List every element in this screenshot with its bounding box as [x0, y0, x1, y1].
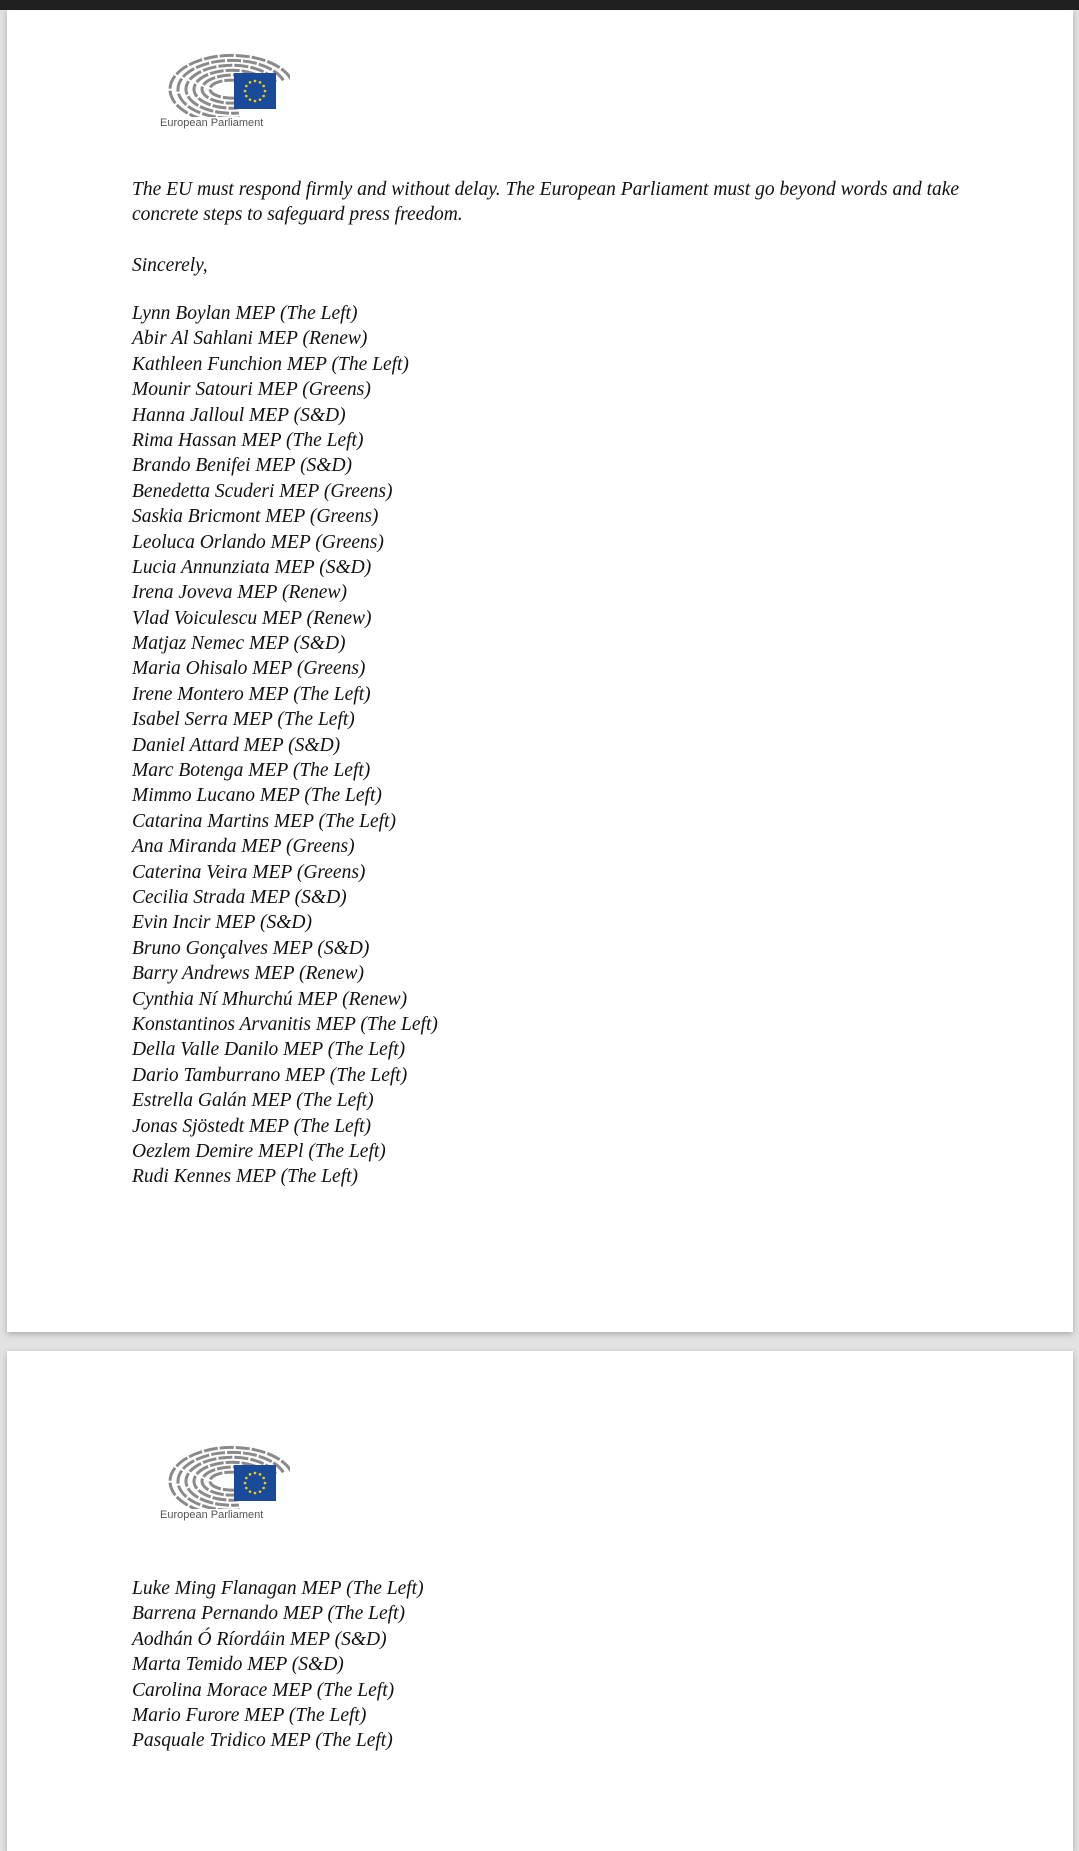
eu-flag [234, 73, 276, 109]
signatory: Matjaz Nemec MEP (S&D) [132, 633, 346, 655]
signatory: Lynn Boylan MEP (The Left) [132, 303, 358, 324]
signatory: Hanna Jalloul MEP (S&D) [132, 404, 346, 426]
signatory: Abir Al Sahlani MEP (Renew) [132, 328, 368, 350]
signatory: Bruno Gonçalves MEP (S&D) [132, 937, 370, 959]
eu-star [259, 1473, 262, 1476]
signatory: Brando Benifei MEP (S&D) [132, 455, 353, 477]
eu-star [254, 80, 257, 83]
eu-star [254, 100, 257, 103]
signatory: Benedetta Scuderi MEP (Greens) [132, 480, 393, 502]
signatory: Leoluca Orlando MEP (Greens) [132, 531, 384, 553]
eu-star [264, 1482, 267, 1485]
signatory: Rima Hassan MEP (The Left) [132, 429, 364, 451]
eu-star [259, 1490, 262, 1493]
signatory: Estrella Galán MEP (The Left) [132, 1090, 374, 1112]
logo-text: European Parliament [160, 1509, 264, 1521]
signatory: Irene Montero MEP (The Left) [132, 683, 371, 705]
signatory: Dario Tamburrano MEP (The Left) [132, 1064, 408, 1086]
signatory: Della Valle Danilo MEP (The Left) [132, 1039, 406, 1061]
document-page-2 [7, 1351, 1073, 1851]
eu-star [262, 1477, 265, 1480]
closing: Sincerely, [132, 255, 208, 276]
top-bar [0, 0, 1079, 10]
signatory-list [132, 301, 438, 1190]
eu-star [254, 1492, 257, 1495]
signatory: Marta Temido MEP (S&D) [132, 1654, 344, 1676]
signatory: Maria Ohisalo MEP (Greens) [132, 658, 366, 680]
paragraph-line: The EU must respond firmly and without delay. The European Parliament must go beyond words and take [132, 179, 960, 200]
paragraph-line: concrete steps to safeguard press freedom. [132, 204, 463, 226]
signatory: Mimmo Lucano MEP (The Left) [132, 785, 382, 807]
eu-star [264, 90, 267, 93]
signatory: Rudi Kennes MEP (The Left) [132, 1166, 359, 1188]
eu-star [245, 95, 248, 98]
logo-text: European Parliament [160, 117, 264, 129]
eu-star [259, 81, 262, 84]
letter-paragraph [132, 177, 959, 228]
signatory: Lucia Annunziata MEP (S&D) [132, 556, 372, 578]
signatory: Jonas Sjöstedt MEP (The Left) [132, 1115, 372, 1137]
signatory: Cynthia Ní Mhurchú MEP (Renew) [132, 988, 408, 1010]
signatory: Carolina Morace MEP (The Left) [132, 1679, 395, 1701]
eu-star [249, 1490, 252, 1493]
signatory: Luke Ming Flanagan MEP (The Left) [132, 1578, 424, 1599]
signatory: Vlad Voiculescu MEP (Renew) [132, 607, 372, 629]
signatory: Mario Furore MEP (The Left) [132, 1704, 367, 1726]
eu-star [245, 1487, 248, 1490]
eu-star [254, 1472, 257, 1475]
eu-star [245, 85, 248, 88]
eu-star [249, 81, 252, 84]
eu-star [262, 85, 265, 88]
eu-star [244, 1482, 247, 1485]
signatory: Barry Andrews MEP (Renew) [132, 963, 364, 985]
signatory: Mounir Satouri MEP (Greens) [132, 379, 371, 401]
eu-star [262, 1487, 265, 1490]
signatory-list [132, 1576, 424, 1754]
eu-star [244, 90, 247, 93]
parliament-emblem-icon [160, 41, 290, 117]
parliament-emblem-icon [160, 1433, 290, 1509]
signatory: Barrena Pernando MEP (The Left) [132, 1603, 405, 1625]
eu-star [249, 1473, 252, 1476]
european-parliament-logo [160, 1433, 290, 1523]
signatory: Caterina Veira MEP (Greens) [132, 861, 366, 883]
european-parliament-logo [160, 41, 290, 131]
signatory: Kathleen Funchion MEP (The Left) [132, 353, 409, 375]
signatory: Saskia Bricmont MEP (Greens) [132, 506, 379, 528]
signatory: Evin Incir MEP (S&D) [132, 912, 312, 934]
signatory: Cecilia Strada MEP (S&D) [132, 886, 347, 908]
signatory: Konstantinos Arvanitis MEP (The Left) [132, 1013, 438, 1035]
eu-star [249, 98, 252, 101]
document-page-1 [7, 10, 1073, 1332]
signatory: Isabel Serra MEP (The Left) [132, 709, 355, 731]
signatory: Marc Botenga MEP (The Left) [132, 760, 371, 782]
signatory: Ana Miranda MEP (Greens) [132, 836, 355, 858]
eu-star [245, 1477, 248, 1480]
signatory: Catarina Martins MEP (The Left) [132, 810, 396, 832]
signatory: Aodhán Ó Ríordáin MEP (S&D) [132, 1628, 387, 1650]
signatory: Pasquale Tridico MEP (The Left) [132, 1730, 393, 1752]
eu-star [259, 98, 262, 101]
signatory: Irena Joveva MEP (Renew) [132, 582, 347, 604]
eu-flag [234, 1465, 276, 1501]
eu-star [262, 95, 265, 98]
signatory: Daniel Attard MEP (S&D) [132, 734, 341, 756]
signatory: Oezlem Demire MEPl (The Left) [132, 1140, 386, 1162]
